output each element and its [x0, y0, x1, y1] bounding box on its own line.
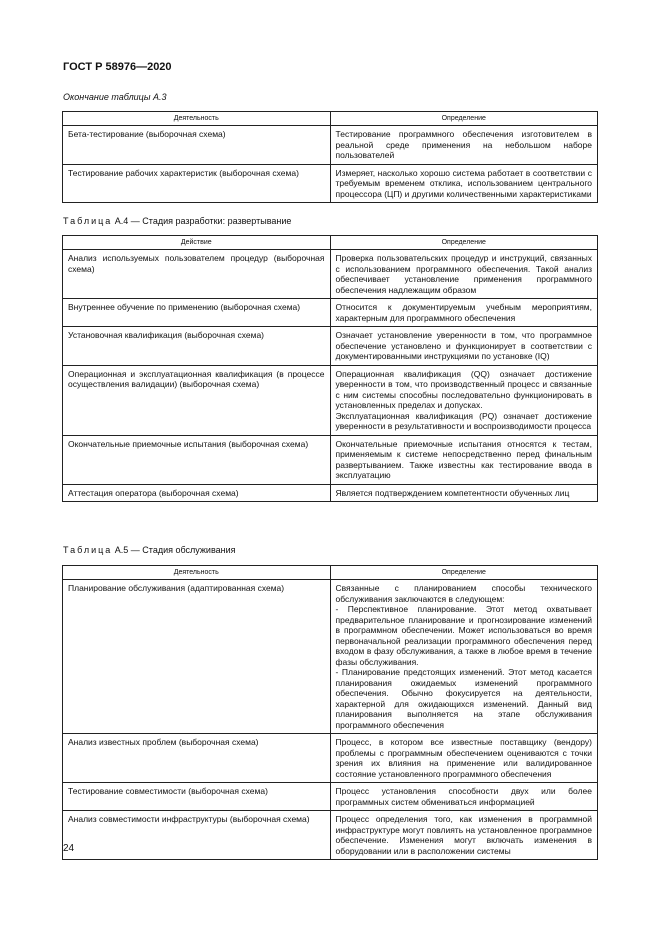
column-header-definition: Определение: [330, 236, 598, 250]
page-number: 24: [63, 843, 75, 854]
table-row: [63, 327, 598, 366]
table-header-row: [63, 112, 598, 126]
definition-cell: Относится к документируемым учебным мероприятиям, характерным для программного обеспечения: [330, 299, 598, 327]
table-a3-caption: Окончание таблицы А.3: [63, 92, 167, 102]
table-a3: [62, 111, 598, 203]
column-header-activity: Деятельность: [63, 566, 331, 580]
caption-text: А.5 — Стадия обслуживания: [112, 545, 236, 555]
definition-paragraph: - Планирование предстоящих изменений. Этот метод касается планирования ожидаемых изменений программного обеспечения. Обычно фокусируется на деятельности, характерной для ожидающихся изменений. Данный вид планирования выполняется на этапе обслуживания программного обеспечения: [335, 667, 592, 730]
column-header-definition: Определение: [330, 566, 598, 580]
definition-cell: Окончательные приемочные испытания относятся к тестам, применяемым к системе непосредственно перед финальным развертыванием. Также известны как тестирование ввода в эксплуатацию: [330, 435, 598, 484]
table-row: [63, 783, 598, 811]
table-row: [63, 365, 598, 435]
table-a4-caption: [63, 216, 291, 226]
column-header-activity: Деятельность: [63, 112, 331, 126]
document-code: ГОСТ Р 58976—2020: [63, 61, 172, 73]
table-a4: [62, 235, 598, 502]
definition-paragraph: Эксплуатационная квалификация (PQ) означает достижение уверенности в результативности и воспроизводимости процесса: [335, 410, 592, 431]
term-cell: Установочная квалификация (выборочная схема): [63, 327, 331, 366]
definition-cell: Тестирование программного обеспечения изготовителем в реальной среде применения на небольшом наборе пользователей: [330, 126, 598, 165]
definition-cell: Является подтверждением компетентности обученных лиц: [330, 484, 598, 502]
term-cell: Тестирование совместимости (выборочная схема): [63, 783, 331, 811]
definition-cell: [330, 365, 598, 435]
table-row: [63, 164, 598, 203]
caption-text: А.4 — Стадия разработки: развертывание: [112, 216, 292, 226]
table-header-row: [63, 566, 598, 580]
table-row: [63, 250, 598, 299]
definition-paragraph: Связанные с планированием способы технического обслуживания заключаются в следующем:: [335, 583, 592, 604]
table-row: [63, 580, 598, 734]
term-cell: Тестирование рабочих характеристик (выборочная схема): [63, 164, 331, 203]
definition-paragraph: - Перспективное планирование. Этот метод охватывает предварительное планирование и прогнозирование изменений в программном обеспечении. Может использоваться во время первоначальной реализации программного обеспечения перед входом в фазу обслуживания, а также в любое время в течение фазы обслуживания.: [335, 604, 592, 667]
table-row: [63, 734, 598, 783]
definition-cell: Процесс, в котором все известные поставщику (вендору) проблемы с программным обеспечением оцениваются с точки зрения их влияния на применение или валидированное состояние установленного программного обеспечения: [330, 734, 598, 783]
table-row: [63, 126, 598, 165]
term-cell: Анализ совместимости инфраструктуры (выборочная схема): [63, 811, 331, 860]
table-a5-caption: [63, 545, 236, 555]
column-header-action: Действие: [63, 236, 331, 250]
caption-label: Таблица: [63, 545, 113, 555]
term-cell: Планирование обслуживания (адаптированная схема): [63, 580, 331, 734]
term-cell: Анализ известных проблем (выборочная схема): [63, 734, 331, 783]
column-header-definition: Определение: [330, 112, 598, 126]
definition-cell: Процесс установления способности двух или более программных систем обмениваться информацией: [330, 783, 598, 811]
table-row: [63, 484, 598, 502]
definition-paragraph: Операционная квалификация (QQ) означает достижение уверенности в том, что производственный процесс и связанные с ним системы способны последовательно функционировать в установленных пределах и допусках.: [335, 368, 592, 410]
table-a5: [62, 565, 598, 860]
table-row: [63, 299, 598, 327]
definition-cell: Означает установление уверенности в том, что программное обеспечение установлено и функционирует в соответствии с документированными инструкциями по установке (IQ): [330, 327, 598, 366]
term-cell: Внутреннее обучение по применению (выборочная схема): [63, 299, 331, 327]
term-cell: Анализ используемых пользователем процедур (выборочная схема): [63, 250, 331, 299]
table-row: [63, 435, 598, 484]
term-cell: Окончательные приемочные испытания (выборочная схема): [63, 435, 331, 484]
term-cell: Аттестация оператора (выборочная схема): [63, 484, 331, 502]
table-header-row: [63, 236, 598, 250]
term-cell: Бета-тестирование (выборочная схема): [63, 126, 331, 165]
definition-cell: Измеряет, насколько хорошо система работает в соответствии с требуемым временем отклика, использованием центрального процессора (ЦП) и другими количественными характеристиками: [330, 164, 598, 203]
caption-label: Таблица: [63, 216, 113, 226]
definition-cell: Проверка пользовательских процедур и инструкций, связанных с использованием программного обеспечения. Такой анализ обеспечивает установление применения программного обеспечения надлежащим образом: [330, 250, 598, 299]
term-cell: Операционная и эксплуатационная квалификация (в процессе осуществления валидации) (выборочная схема): [63, 365, 331, 435]
definition-cell: [330, 580, 598, 734]
table-row: [63, 811, 598, 860]
definition-cell: Процесс определения того, как изменения в программной инфраструктуре могут повлиять на установленное программное обеспечение. Изменения могут включать изменения в оборудовании или в расположении системы: [330, 811, 598, 860]
